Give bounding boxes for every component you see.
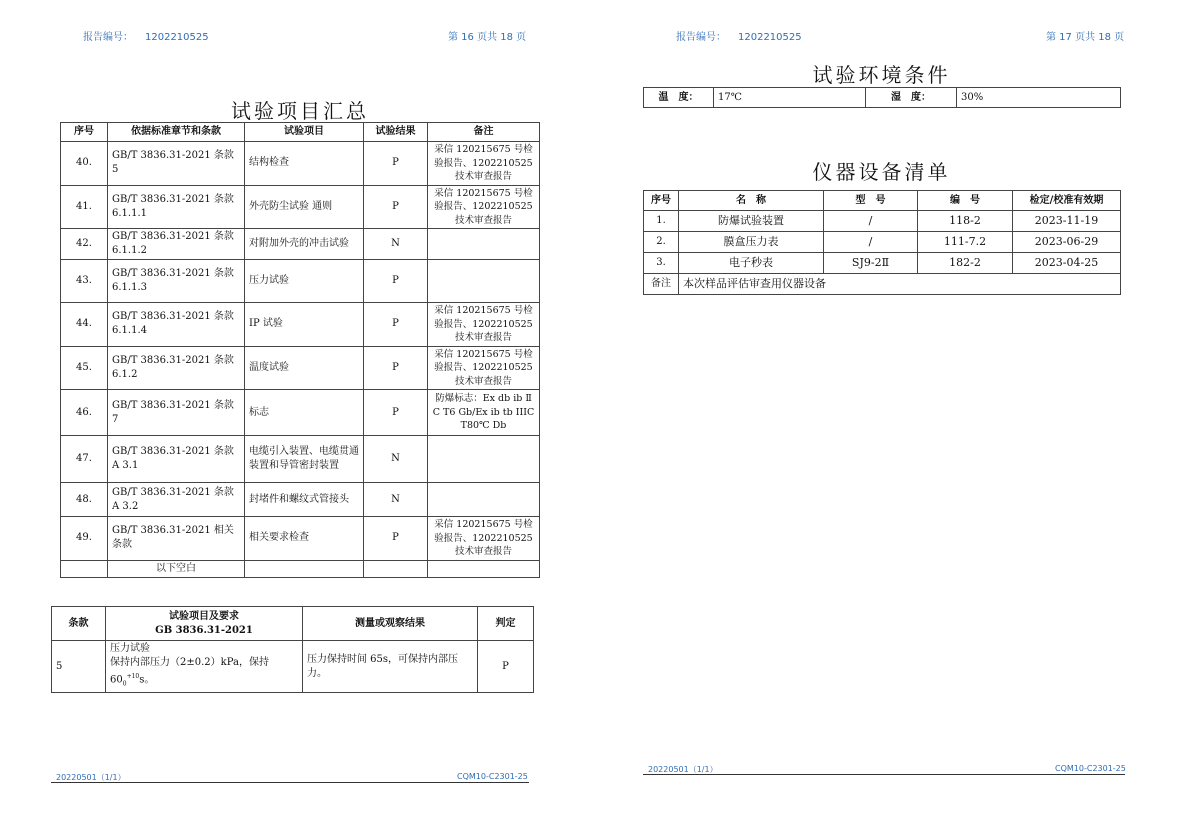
detail-clause: 5 xyxy=(52,641,106,693)
instrument-row xyxy=(644,253,1121,274)
row-result: N xyxy=(364,483,428,517)
col-header-note: 备注 xyxy=(428,123,540,142)
page-number: 第 17 页共 18 页 xyxy=(1046,32,1125,43)
instrument-model: / xyxy=(824,232,918,253)
col-header-result: 试验结果 xyxy=(364,123,428,142)
humidity-label: 湿 度： xyxy=(866,88,957,108)
row-clause: GB/T 3836.31-2021 条款 A 3.2 xyxy=(108,483,245,517)
instrument-no: 3. xyxy=(644,253,679,274)
row-result: P xyxy=(364,142,428,186)
row-item: IP 试验 xyxy=(245,303,364,347)
instrument-code: 111-7.2 xyxy=(918,232,1013,253)
row-note: 采信 120215675 号检验报告、1202210525 技术审查报告 xyxy=(428,517,540,561)
summary-title: 试验项目汇总 xyxy=(231,99,369,123)
row-no: 48. xyxy=(61,483,108,517)
report-page-17 xyxy=(600,0,1200,828)
instrument-name: 膜盒压力表 xyxy=(679,232,824,253)
row-no: 44. xyxy=(61,303,108,347)
environment-table xyxy=(643,87,1121,108)
row-item: 标志 xyxy=(245,390,364,436)
detail-header-measure: 测量或观察结果 xyxy=(303,607,478,641)
row-clause: GB/T 3836.31-2021 条款 6.1.1.1 xyxy=(108,185,245,229)
row-no: 46. xyxy=(61,390,108,436)
row-note xyxy=(428,483,540,517)
row-note xyxy=(428,260,540,303)
table-row xyxy=(61,517,540,561)
row-no: 47. xyxy=(61,436,108,483)
table-row xyxy=(61,185,540,229)
detail-header-clause: 条款 xyxy=(52,607,106,641)
instrument-valid: 2023-11-19 xyxy=(1013,211,1121,232)
footer-form-code: CQM10-C2301-25 xyxy=(457,772,528,781)
row-clause: GB/T 3836.31-2021 条款 6.1.1.3 xyxy=(108,260,245,303)
row-result: N xyxy=(364,436,428,483)
table-row xyxy=(61,483,540,517)
row-result: P xyxy=(364,346,428,390)
detail-header-item: 试验项目及要求 GB 3836.31-2021 xyxy=(106,607,303,641)
blank-cell xyxy=(364,560,428,577)
row-item: 温度试验 xyxy=(245,346,364,390)
row-clause: GB/T 3836.31-2021 条款 6.1.1.2 xyxy=(108,229,245,260)
instrument-model: SJ9-2Ⅱ xyxy=(824,253,918,274)
row-no: 40. xyxy=(61,142,108,186)
blank-cell xyxy=(245,560,364,577)
col-header-item: 试验项目 xyxy=(245,123,364,142)
row-item: 相关要求检查 xyxy=(245,517,364,561)
row-result: N xyxy=(364,229,428,260)
summary-header-row xyxy=(61,123,540,142)
row-note: 采信 120215675 号检验报告、1202210525 技术审查报告 xyxy=(428,303,540,347)
inst-header-code: 编 号 xyxy=(918,191,1013,211)
detail-measure: 压力保持时间 65s，可保持内部压力。 xyxy=(303,641,478,693)
blank-row-text: 以下空白 xyxy=(108,560,245,577)
row-no: 41. xyxy=(61,185,108,229)
environment-row xyxy=(644,88,1121,108)
row-no: 45. xyxy=(61,346,108,390)
instrument-row xyxy=(644,211,1121,232)
remark-label: 备注 xyxy=(644,274,679,295)
instrument-valid: 2023-06-29 xyxy=(1013,232,1121,253)
col-header-no: 序号 xyxy=(61,123,108,142)
footer-version: 20220501（1/1） xyxy=(648,765,718,774)
report-number-header: 报告编号： 1202210525 xyxy=(83,32,209,43)
table-row xyxy=(61,390,540,436)
row-note xyxy=(428,436,540,483)
col-header-clause: 依据标准章节和条款 xyxy=(108,123,245,142)
row-note xyxy=(428,229,540,260)
table-row xyxy=(61,436,540,483)
table-row xyxy=(61,142,540,186)
inst-header-name: 名 称 xyxy=(679,191,824,211)
detail-table xyxy=(51,606,534,693)
footer-form-code: CQM10-C2301-25 xyxy=(1055,764,1126,773)
row-result: P xyxy=(364,303,428,347)
inst-header-model: 型 号 xyxy=(824,191,918,211)
instrument-list-title: 仪器设备清单 xyxy=(812,160,951,184)
detail-header-verdict: 判定 xyxy=(478,607,534,641)
inst-header-no: 序号 xyxy=(644,191,679,211)
detail-header-row xyxy=(52,607,534,641)
row-clause: GB/T 3836.31-2021 条款 6.1.2 xyxy=(108,346,245,390)
row-item: 压力试验 xyxy=(245,260,364,303)
row-no: 49. xyxy=(61,517,108,561)
row-item: 封堵件和螺纹式管接头 xyxy=(245,483,364,517)
blank-row xyxy=(61,560,540,577)
row-result: P xyxy=(364,517,428,561)
detail-item: 压力试验 保持内部压力（2±0.2）kPa，保持 $60_0^{+10}s$。 xyxy=(106,641,303,693)
row-note: 采信 120215675 号检验报告、1202210525 技术审查报告 xyxy=(428,185,540,229)
instrument-table xyxy=(643,190,1121,295)
table-row xyxy=(61,303,540,347)
instrument-name: 防爆试验装置 xyxy=(679,211,824,232)
row-note: 防爆标志：Ex db ib Ⅱ C T6 Gb/Ex ib tb IIIC T80℃ Db xyxy=(428,390,540,436)
temperature-value: 17℃ xyxy=(714,88,866,108)
inst-header-valid: 检定/校准有效期 xyxy=(1013,191,1121,211)
report-number-header: 报告编号： 1202210525 xyxy=(676,32,802,43)
row-no: 43. xyxy=(61,260,108,303)
instrument-row xyxy=(644,232,1121,253)
temperature-label: 温 度： xyxy=(644,88,714,108)
row-item: 电缆引入装置、电缆贯通装置和导管密封装置 xyxy=(245,436,364,483)
page-number: 第 16 页共 18 页 xyxy=(448,32,527,43)
report-page-16 xyxy=(0,0,590,828)
row-clause: GB/T 3836.31-2021 条款 7 xyxy=(108,390,245,436)
instrument-header-row xyxy=(644,191,1121,211)
blank-cell xyxy=(428,560,540,577)
row-no: 42. xyxy=(61,229,108,260)
row-result: P xyxy=(364,185,428,229)
row-item: 结构检查 xyxy=(245,142,364,186)
table-row xyxy=(61,229,540,260)
table-row xyxy=(61,346,540,390)
instrument-no: 2. xyxy=(644,232,679,253)
row-result: P xyxy=(364,390,428,436)
instrument-valid: 2023-04-25 xyxy=(1013,253,1121,274)
row-clause: GB/T 3836.31-2021 相关条款 xyxy=(108,517,245,561)
row-clause: GB/T 3836.31-2021 条款 6.1.1.4 xyxy=(108,303,245,347)
instrument-remark-row xyxy=(644,274,1121,295)
environment-title: 试验环境条件 xyxy=(812,63,951,87)
row-clause: GB/T 3836.31-2021 条款 5 xyxy=(108,142,245,186)
instrument-no: 1. xyxy=(644,211,679,232)
row-clause: GB/T 3836.31-2021 条款 A 3.1 xyxy=(108,436,245,483)
row-item: 外壳防尘试验 通则 xyxy=(245,185,364,229)
instrument-code: 182-2 xyxy=(918,253,1013,274)
row-item: 对附加外壳的冲击试验 xyxy=(245,229,364,260)
remark-text: 本次样品评估审查用仪器设备 xyxy=(679,274,1121,295)
detail-row xyxy=(52,641,534,693)
row-result: P xyxy=(364,260,428,303)
row-note: 采信 120215675 号检验报告、1202210525 技术审查报告 xyxy=(428,346,540,390)
row-note: 采信 120215675 号检验报告、1202210525 技术审查报告 xyxy=(428,142,540,186)
humidity-value: 30% xyxy=(957,88,1121,108)
test-summary-table xyxy=(60,122,540,578)
detail-verdict: P xyxy=(478,641,534,693)
instrument-model: / xyxy=(824,211,918,232)
footer-version: 20220501（1/1） xyxy=(56,773,126,782)
instrument-name: 电子秒表 xyxy=(679,253,824,274)
blank-cell xyxy=(61,560,108,577)
table-row xyxy=(61,260,540,303)
instrument-code: 118-2 xyxy=(918,211,1013,232)
